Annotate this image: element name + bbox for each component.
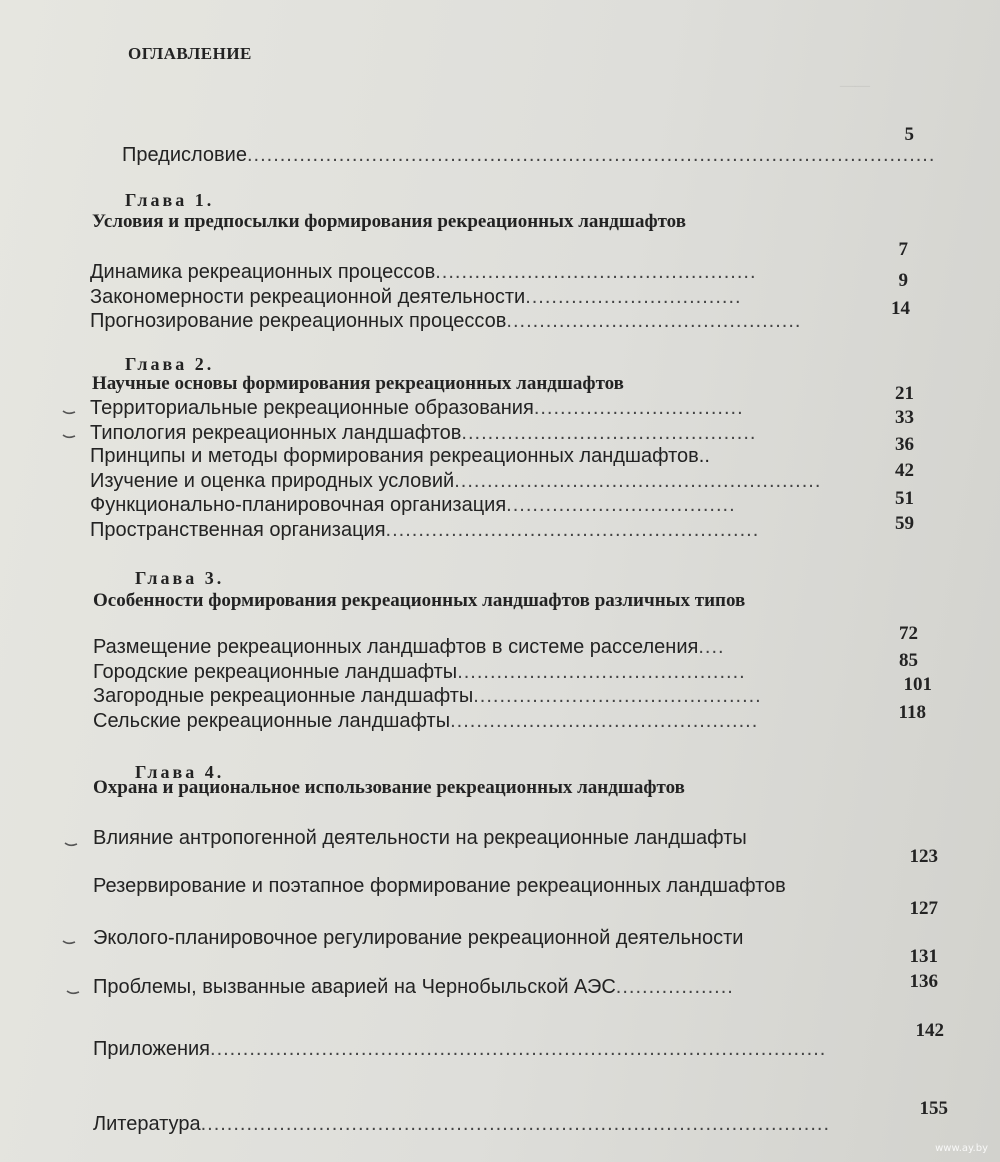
entry-label: Литература: [93, 1113, 201, 1135]
toc-entry[interactable]: [93, 975, 734, 999]
dot-leader: .................................................: [435, 261, 757, 283]
dot-leader: .........................................................................................................: [246, 144, 936, 166]
pencil-tick-mark: [64, 840, 78, 848]
dot-leader: ..................: [615, 976, 734, 998]
toc-entry[interactable]: [93, 660, 767, 684]
toc-entry[interactable]: [90, 493, 754, 517]
toc-entry[interactable]: [93, 874, 893, 898]
watermark: www.ay.by: [935, 1143, 988, 1154]
entry-label: Сельские рекреационные ландшафты: [93, 710, 451, 732]
toc-entry-literature[interactable]: [93, 1112, 861, 1136]
page-number: 72: [899, 623, 918, 644]
toc-entry[interactable]: [90, 469, 854, 493]
toc-entry[interactable]: [90, 396, 769, 420]
pencil-tick-mark: [62, 432, 76, 440]
entry-label: Загородные рекреационные ландшафты: [93, 685, 474, 707]
entry-label: Эколого-планировочное регулирование рекреационной деятельности: [93, 927, 744, 949]
toc-title: ОГЛАВЛЕНИЕ: [128, 44, 252, 63]
page-number: 127: [909, 898, 938, 919]
toc-entry-preface[interactable]: [122, 143, 936, 167]
toc-entry[interactable]: [90, 309, 806, 333]
chapter-label: Глава 1.: [125, 190, 215, 210]
chapter-label: Глава 2.: [125, 354, 215, 374]
dot-leader: ..............................................................................................: [210, 1038, 827, 1060]
page-number: 42: [895, 460, 914, 481]
dot-leader: ................................: [533, 397, 744, 419]
entry-label: Предисловие: [122, 144, 247, 166]
dot-leader: ....: [698, 636, 725, 658]
dot-leader: ............................................: [457, 661, 746, 683]
page-number: 118: [898, 702, 926, 723]
dot-leader: ........................................................: [454, 470, 822, 492]
page-number: 9: [898, 270, 908, 291]
page-number: 5: [904, 124, 914, 145]
entry-label: Функционально-планировочная организация: [90, 494, 507, 516]
dot-leader: ...............................................: [450, 710, 759, 732]
page-number: 123: [909, 846, 938, 867]
chapter-label: Глава 3.: [135, 568, 225, 588]
entry-label: Приложения: [93, 1038, 211, 1060]
entry-label: Территориальные рекреационные образования: [90, 397, 534, 419]
toc-entry[interactable]: [90, 421, 776, 445]
pencil-tick-mark: [66, 988, 80, 996]
pencil-tick-mark: [62, 408, 76, 416]
toc-entry-appendix[interactable]: [93, 1037, 860, 1061]
dot-leader: .................................: [525, 286, 742, 308]
page-number: 136: [909, 971, 938, 992]
dot-leader: ................................................................................................: [200, 1113, 831, 1135]
entry-label: Типология рекреационных ландшафтов: [90, 422, 462, 444]
toc-entry[interactable]: [90, 518, 786, 542]
bleed-through-text: ——: [840, 78, 870, 94]
entry-label: Размещение рекреационных ландшафтов в системе расселения: [93, 636, 699, 658]
entry-label: Прогнозирование рекреационных процессов: [90, 310, 507, 332]
page-number: 131: [909, 946, 938, 967]
toc-entry[interactable]: [93, 684, 783, 708]
entry-label: Динамика рекреационных процессов: [90, 261, 436, 283]
chapter-title: Научные основы формирования рекреационных ландшафтов: [92, 373, 624, 394]
entry-label: Влияние антропогенной деятельности на рекреационные ландшафты: [93, 827, 747, 849]
entry-label: Пространственная организация: [90, 519, 386, 541]
entry-label: Принципы и методы формирования рекреационных ландшафтов..: [90, 445, 710, 467]
page-number: 7: [898, 239, 908, 260]
dot-leader: .............................................: [461, 422, 757, 444]
page-number: 155: [919, 1098, 948, 1119]
entry-label: Городские рекреационные ландшафты: [93, 661, 458, 683]
entry-label: Изучение и оценка природных условий: [90, 470, 455, 492]
page-number: 101: [903, 674, 932, 695]
chapter-title: Условия и предпосылки формирования рекреационных ландшафтов: [92, 211, 686, 232]
pencil-tick-mark: [62, 938, 76, 946]
page-number: 36: [895, 434, 914, 455]
chapter-label: Глава 4.: [135, 762, 225, 782]
page-number: 85: [899, 650, 918, 671]
chapter-title: Охрана и рациональное использование рекреационных ландшафтов: [93, 777, 685, 798]
dot-leader: .............................................: [506, 310, 802, 332]
page-number: 21: [895, 383, 914, 404]
page-number: 33: [895, 407, 914, 428]
page-number: 51: [895, 488, 914, 509]
dot-leader: .........................................................: [385, 519, 760, 541]
toc-entry[interactable]: [93, 635, 728, 659]
entry-label: Резервирование и поэтапное формирование рекреационных ландшафтов: [93, 875, 786, 897]
toc-entry[interactable]: [90, 444, 710, 468]
toc-entry[interactable]: [90, 260, 765, 284]
toc-entry[interactable]: [93, 926, 893, 950]
chapter-title: Особенности формирования рекреационных ландшафтов различных типов: [93, 590, 746, 611]
page-number: 142: [915, 1020, 944, 1041]
toc-entry[interactable]: [93, 826, 893, 850]
toc-entry[interactable]: [93, 709, 780, 733]
dot-leader: ...................................: [506, 494, 736, 516]
entry-label: Проблемы, вызванные аварией на Чернобыльской АЭС: [93, 976, 616, 998]
dot-leader: ............................................: [473, 685, 762, 707]
page-number: 14: [891, 298, 910, 319]
toc-entry[interactable]: [90, 285, 765, 309]
page-number: 59: [895, 513, 914, 534]
entry-label: Закономерности рекреационной деятельности: [90, 286, 526, 308]
